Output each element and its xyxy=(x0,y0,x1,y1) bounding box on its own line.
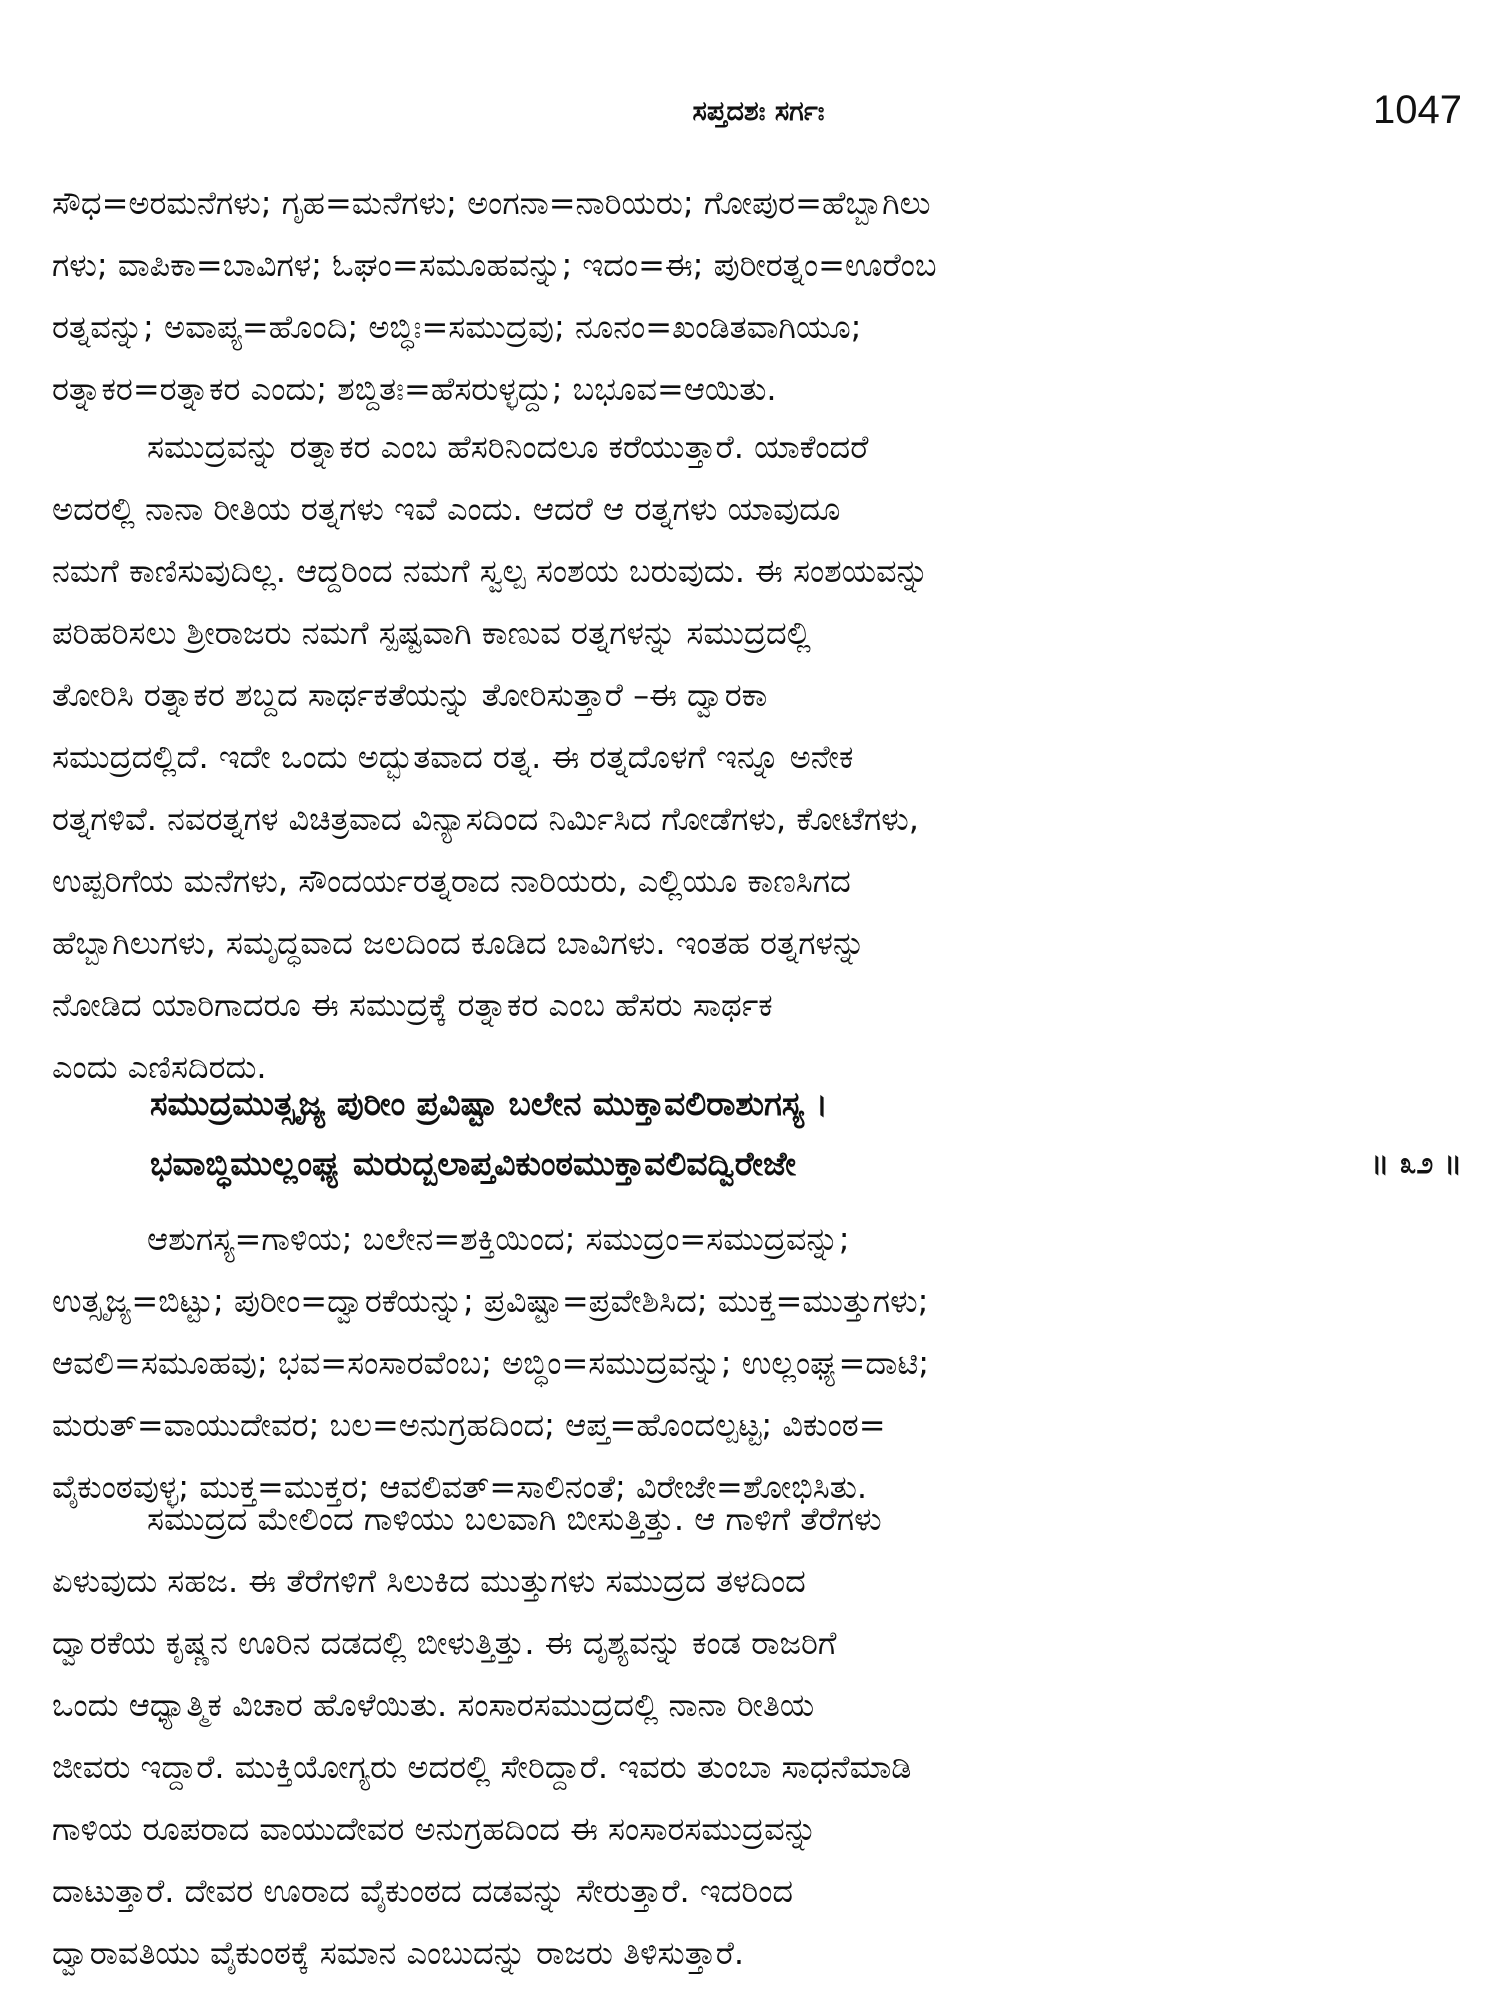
glossary-line: ಉತ್ಸೃಜ್ಯ=ಬಿಟ್ಟು; ಪುರೀಂ=ದ್ವಾರಕೆಯನ್ನು; ಪ್ರವಿಷ್ಟಾ=ಪ್ರವೇಶಿಸಿದ; ಮುಕ್ತ=ಮುತ್ತುಗಳು; xyxy=(52,1282,929,1320)
paragraph-line: ಸಮುದ್ರವನ್ನು ರತ್ನಾಕರ ಎಂಬ ಹೆಸರಿನಿಂದಲೂ ಕರೆಯುತ್ತಾರೆ. ಯಾಕೆಂದರೆ xyxy=(147,428,869,466)
paragraph-line: ದ್ವಾರಕೆಯ ಕೃಷ್ಣನ ಊರಿನ ದಡದಲ್ಲಿ ಬೀಳುತ್ತಿತ್ತು. ಈ ದೃಶ್ಯವನ್ನು ಕಂಡ ರಾಜರಿಗೆ xyxy=(52,1624,837,1662)
glossary-line: ಸೌಧ=ಅರಮನೆಗಳು; ಗೃಹ=ಮನೆಗಳು; ಅಂಗನಾ=ನಾರಿಯರು; ಗೋಪುರ=ಹೆಬ್ಬಾಗಿಲು xyxy=(52,184,931,222)
paragraph-line: ಅದರಲ್ಲಿ ನಾನಾ ರೀತಿಯ ರತ್ನಗಳು ಇವೆ ಎಂದು. ಆದರೆ ಆ ರತ್ನಗಳು ಯಾವುದೂ xyxy=(52,490,841,528)
chapter-title: ಸಪ್ತದಶಃ ಸರ್ಗಃ xyxy=(692,96,825,127)
paragraph-line: ರತ್ನಗಳಿವೆ. ನವರತ್ನಗಳ ವಿಚಿತ್ರವಾದ ವಿನ್ಯಾಸದಿಂದ ನಿರ್ಮಿಸಿದ ಗೋಡೆಗಳು, ಕೋಟೆಗಳು, xyxy=(52,800,919,838)
word-meanings-2 xyxy=(52,1208,1462,1518)
page-number: 1047 xyxy=(1373,88,1462,132)
glossary-line: ಆಶುಗಸ್ಯ=ಗಾಳಿಯ; ಬಲೇನ=ಶಕ್ತಿಯಿಂದ; ಸಮುದ್ರಂ=ಸಮುದ್ರವನ್ನು; xyxy=(147,1220,850,1258)
paragraph-line: ದ್ವಾರಾವತಿಯು ವೈಕುಂಠಕ್ಕೆ ಸಮಾನ ಎಂಬುದನ್ನು ರಾಜರು ತಿಳಿಸುತ್ತಾರೆ. xyxy=(52,1934,745,1972)
glossary-line: ಮರುತ್=ವಾಯುದೇವರ; ಬಲ=ಅನುಗ್ರಹದಿಂದ; ಆಪ್ತ=ಹೊಂದಲ್ಪಟ್ಟ; ವಿಕುಂಠ= xyxy=(52,1406,886,1444)
word-meanings-1 xyxy=(52,172,1462,420)
paragraph-line: ಸಮುದ್ರದ ಮೇಲಿಂದ ಗಾಳಿಯು ಬಲವಾಗಿ ಬೀಸುತ್ತಿತ್ತು. ಆ ಗಾಳಿಗೆ ತೆರೆಗಳು xyxy=(147,1500,882,1538)
paragraph-line: ನೋಡಿದ ಯಾರಿಗಾದರೂ ಈ ಸಮುದ್ರಕ್ಕೆ ರತ್ನಾಕರ ಎಂಬ ಹೆಸರು ಸಾರ್ಥಕ xyxy=(52,986,773,1024)
glossary-line: ಗಳು; ವಾಪಿಕಾ=ಬಾವಿಗಳ; ಓಘಂ=ಸಮೂಹವನ್ನು; ಇದಂ=ಈ; ಪುರೀರತ್ನಂ=ಊರೆಂಬ xyxy=(52,246,937,284)
page-header xyxy=(55,88,1462,148)
verse-line-1: ಸಮುದ್ರಮುತ್ಸೃಜ್ಯ ಪುರೀಂ ಪ್ರವಿಷ್ಟಾ ಬಲೇನ ಮುಕ್ತಾವಲಿರಾಶುಗಸ್ಯ । xyxy=(150,1084,828,1123)
verse-line-2-text: ಭವಾಬ್ಧಿಮುಲ್ಲಂಘ್ಯ ಮರುದ್ಬಲಾಪ್ತವಿಕುಂಠಮುಕ್ತಾವಲಿವದ್ವಿರೇಜೇ xyxy=(150,1144,797,1183)
paragraph-line: ಸಮುದ್ರದಲ್ಲಿದೆ. ಇದೇ ಒಂದು ಅದ್ಭುತವಾದ ರತ್ನ. ಈ ರತ್ನದೊಳಗೆ ಇನ್ನೂ ಅನೇಕ xyxy=(52,738,854,776)
paragraph-line: ಏಳುವುದು ಸಹಜ. ಈ ತೆರೆಗಳಿಗೆ ಸಿಲುಕಿದ ಮುತ್ತುಗಳು ಸಮುದ್ರದ ತಳದಿಂದ xyxy=(52,1562,806,1600)
commentary-paragraph-2 xyxy=(52,1488,1462,1984)
paragraph-line: ಜೀವರು ಇದ್ದಾರೆ. ಮುಕ್ತಿಯೋಗ್ಯರು ಅದರಲ್ಲಿ ಸೇರಿದ್ದಾರೆ. ಇವರು ತುಂಬಾ ಸಾಧನೆಮಾಡಿ xyxy=(52,1748,912,1786)
verse-number: ॥ ೩೨ ॥ xyxy=(1370,1146,1462,1181)
paragraph-line: ಒಂದು ಆಧ್ಯಾತ್ಮಿಕ ವಿಚಾರ ಹೊಳೆಯಿತು. ಸಂಸಾರಸಮುದ್ರದಲ್ಲಿ ನಾನಾ ರೀತಿಯ xyxy=(52,1686,815,1724)
glossary-line: ರತ್ನವನ್ನು; ಅವಾಪ್ಯ=ಹೊಂದಿ; ಅಬ್ಧಿಃ=ಸಮುದ್ರವು; ನೂನಂ=ಖಂಡಿತವಾಗಿಯೂ; xyxy=(52,308,862,346)
glossary-line: ಆವಲಿ=ಸಮೂಹವು; ಭವ=ಸಂಸಾರವೆಂಬ; ಅಬ್ಧಿಂ=ಸಮುದ್ರವನ್ನು; ಉಲ್ಲಂಘ್ಯ=ದಾಟಿ; xyxy=(52,1344,930,1382)
glossary-line: ವೈಕುಂಠವುಳ್ಳ; ಮುಕ್ತ=ಮುಕ್ತರ; ಆವಲಿವತ್=ಸಾಲಿನಂತೆ; ವಿರೇಜೇ=ಶೋಭಿಸಿತು. xyxy=(52,1468,868,1506)
paragraph-line: ಎಂದು ಎಣಿಸದಿರದು. xyxy=(52,1048,267,1086)
paragraph-line: ಹೆಬ್ಬಾಗಿಲುಗಳು, ಸಮೃದ್ಧವಾದ ಜಲದಿಂದ ಕೂಡಿದ ಬಾವಿಗಳು. ಇಂತಹ ರತ್ನಗಳನ್ನು xyxy=(52,924,866,962)
paragraph-line: ನಮಗೆ ಕಾಣಿಸುವುದಿಲ್ಲ. ಆದ್ದರಿಂದ ನಮಗೆ ಸ್ವಲ್ಪ ಸಂಶಯ ಬರುವುದು. ಈ ಸಂಶಯವನ್ನು xyxy=(52,552,929,590)
sanskrit-verse xyxy=(150,1074,1462,1194)
verse-line-2 xyxy=(150,1134,1462,1194)
paragraph-line: ಪರಿಹರಿಸಲು ಶ್ರೀರಾಜರು ನಮಗೆ ಸ್ಪಷ್ಟವಾಗಿ ಕಾಣುವ ರತ್ನಗಳನ್ನು ಸಮುದ್ರದಲ್ಲಿ xyxy=(52,614,811,652)
glossary-line: ರತ್ನಾಕರ=ರತ್ನಾಕರ ಎಂದು; ಶಬ್ದಿತಃ=ಹೆಸರುಳ್ಳದ್ದು; ಬಭೂವ=ಆಯಿತು. xyxy=(52,370,777,408)
paragraph-line: ಉಪ್ಪರಿಗೆಯ ಮನೆಗಳು, ಸೌಂದರ್ಯರತ್ನರಾದ ನಾರಿಯರು, ಎಲ್ಲಿಯೂ ಕಾಣಸಿಗದ xyxy=(52,862,851,900)
commentary-paragraph-1 xyxy=(52,416,1462,1098)
paragraph-line: ದಾಟುತ್ತಾರೆ. ದೇವರ ಊರಾದ ವೈಕುಂಠದ ದಡವನ್ನು ಸೇರುತ್ತಾರೆ. ಇದರಿಂದ xyxy=(52,1872,794,1910)
paragraph-line: ಗಾಳಿಯ ರೂಪರಾದ ವಾಯುದೇವರ ಅನುಗ್ರಹದಿಂದ ಈ ಸಂಸಾರಸಮುದ್ರವನ್ನು xyxy=(52,1810,817,1848)
paragraph-line: ತೋರಿಸಿ ರತ್ನಾಕರ ಶಬ್ದದ ಸಾರ್ಥಕತೆಯನ್ನು ತೋರಿಸುತ್ತಾರೆ –ಈ ದ್ವಾರಕಾ xyxy=(52,676,768,714)
